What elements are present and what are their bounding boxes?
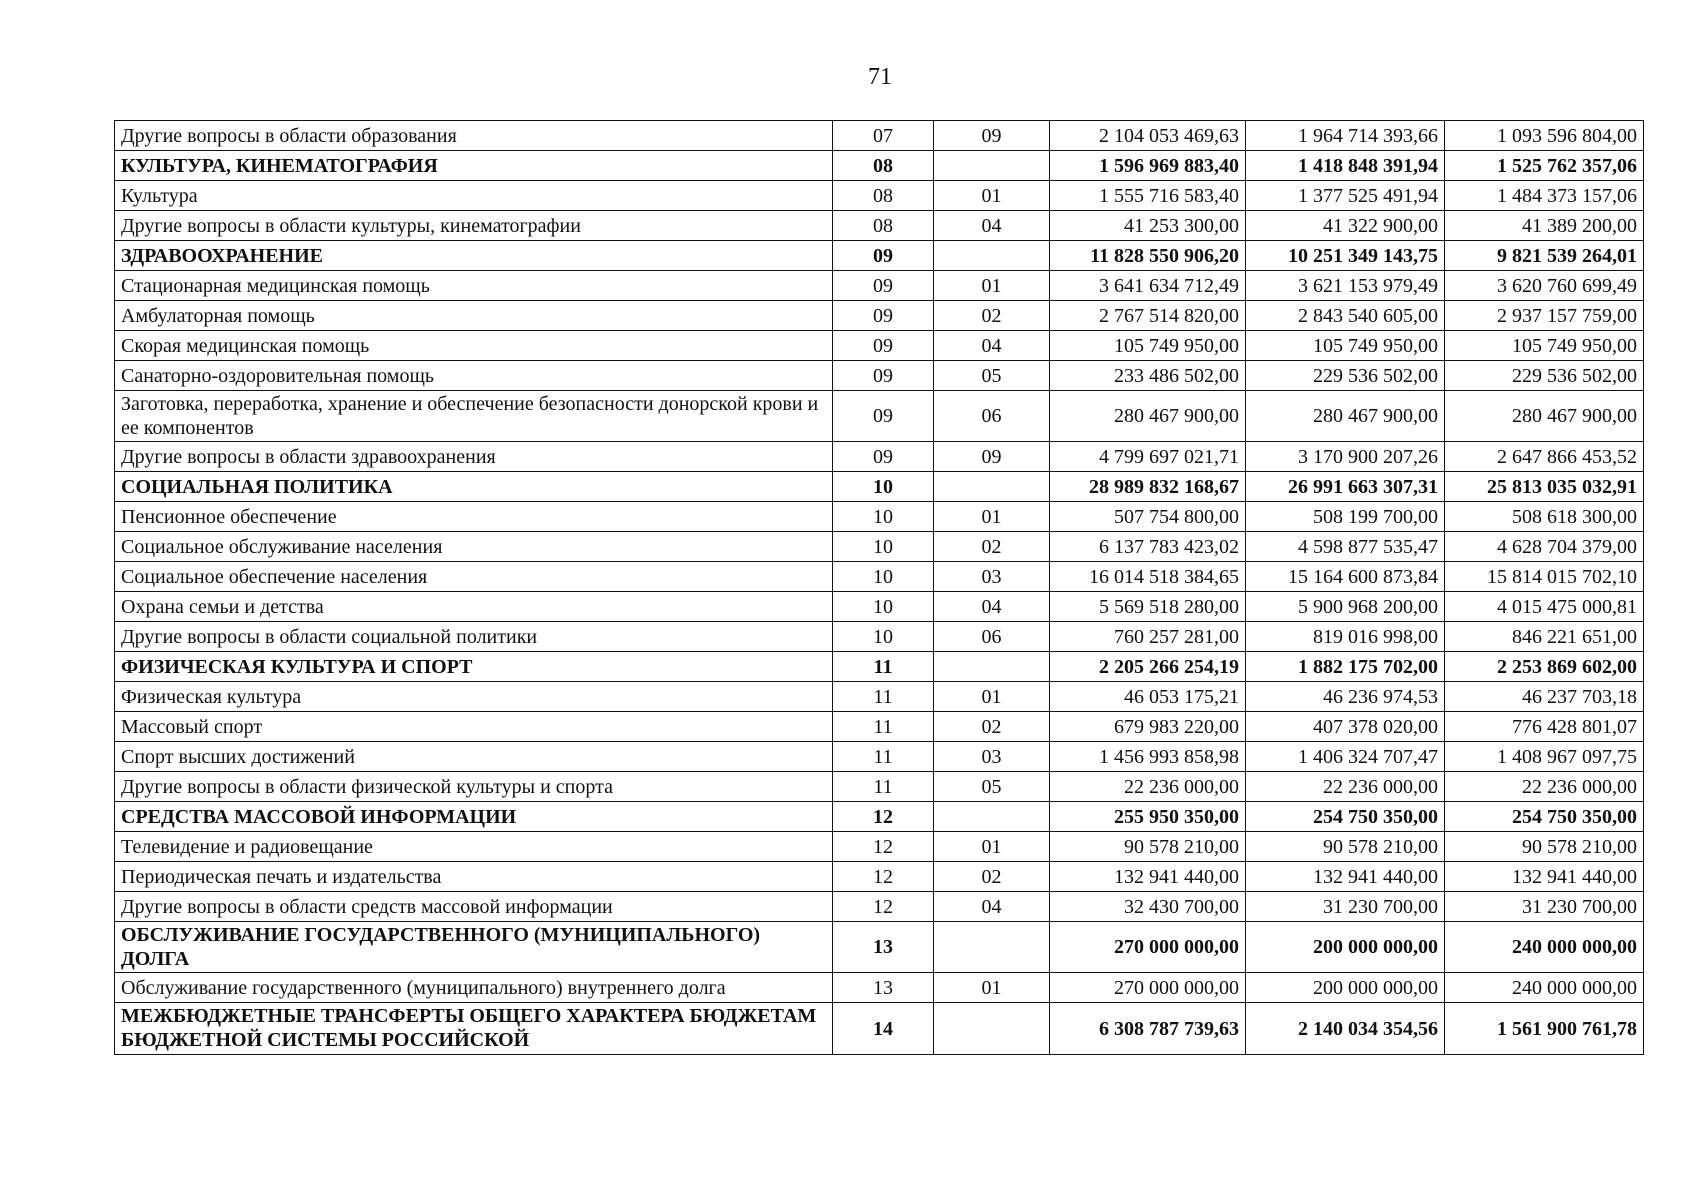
table-row <box>115 832 1644 862</box>
section-row <box>115 802 1644 832</box>
amount-year3-cell: 1 484 373 157,06 <box>1445 181 1644 211</box>
row-name-cell: Скорая медицинская помощь <box>115 331 833 361</box>
amount-year2-cell: 31 230 700,00 <box>1246 892 1445 922</box>
row-name-cell: Телевидение и радиовещание <box>115 832 833 862</box>
amount-year2-cell: 26 991 663 307,31 <box>1246 472 1445 502</box>
table-row <box>115 772 1644 802</box>
subsection-code-cell: 04 <box>934 892 1050 922</box>
table-row <box>115 892 1644 922</box>
amount-year2-cell: 2 140 034 354,56 <box>1246 1003 1445 1055</box>
amount-year3-cell: 240 000 000,00 <box>1445 922 1644 973</box>
amount-year2-cell: 508 199 700,00 <box>1246 502 1445 532</box>
amount-year2-cell: 5 900 968 200,00 <box>1246 592 1445 622</box>
section-row <box>115 922 1644 973</box>
amount-year1-cell: 22 236 000,00 <box>1050 772 1246 802</box>
table-row <box>115 301 1644 331</box>
amount-year3-cell: 105 749 950,00 <box>1445 331 1644 361</box>
subsection-code-cell: 01 <box>934 181 1050 211</box>
section-code-cell: 13 <box>833 973 934 1003</box>
section-code-cell: 10 <box>833 502 934 532</box>
table-row <box>115 121 1644 151</box>
section-code-cell: 08 <box>833 181 934 211</box>
row-name-cell: Массовый спорт <box>115 712 833 742</box>
amount-year2-cell: 1 882 175 702,00 <box>1246 652 1445 682</box>
page-number: 71 <box>868 64 892 90</box>
amount-year2-cell: 200 000 000,00 <box>1246 973 1445 1003</box>
amount-year3-cell: 132 941 440,00 <box>1445 862 1644 892</box>
row-name-cell: Спорт высших достижений <box>115 742 833 772</box>
section-code-cell: 12 <box>833 892 934 922</box>
table-row <box>115 973 1644 1003</box>
amount-year3-cell: 25 813 035 032,91 <box>1445 472 1644 502</box>
amount-year3-cell: 1 561 900 761,78 <box>1445 1003 1644 1055</box>
amount-year3-cell: 1 408 967 097,75 <box>1445 742 1644 772</box>
section-code-cell: 09 <box>833 301 934 331</box>
table-row <box>115 331 1644 361</box>
amount-year2-cell: 254 750 350,00 <box>1246 802 1445 832</box>
subsection-code-cell: 09 <box>934 121 1050 151</box>
amount-year2-cell: 1 377 525 491,94 <box>1246 181 1445 211</box>
subsection-code-cell: 05 <box>934 772 1050 802</box>
row-name-cell: Амбулаторная помощь <box>115 301 833 331</box>
section-code-cell: 09 <box>833 442 934 472</box>
section-code-cell: 11 <box>833 742 934 772</box>
amount-year2-cell: 1 406 324 707,47 <box>1246 742 1445 772</box>
amount-year1-cell: 233 486 502,00 <box>1050 361 1246 391</box>
amount-year3-cell: 15 814 015 702,10 <box>1445 562 1644 592</box>
section-code-cell: 08 <box>833 151 934 181</box>
amount-year3-cell: 3 620 760 699,49 <box>1445 271 1644 301</box>
subsection-code-cell: 01 <box>934 271 1050 301</box>
amount-year1-cell: 507 754 800,00 <box>1050 502 1246 532</box>
subsection-code-cell: 02 <box>934 532 1050 562</box>
table-row <box>115 862 1644 892</box>
amount-year1-cell: 4 799 697 021,71 <box>1050 442 1246 472</box>
section-code-cell: 09 <box>833 271 934 301</box>
table-row <box>115 682 1644 712</box>
subsection-code-cell: 09 <box>934 442 1050 472</box>
row-name-cell: Санаторно-оздоровительная помощь <box>115 361 833 391</box>
row-name-cell: Культура <box>115 181 833 211</box>
subsection-code-cell: 01 <box>934 832 1050 862</box>
amount-year2-cell: 41 322 900,00 <box>1246 211 1445 241</box>
amount-year3-cell: 90 578 210,00 <box>1445 832 1644 862</box>
amount-year1-cell: 1 555 716 583,40 <box>1050 181 1246 211</box>
budget-table-body <box>115 121 1644 1055</box>
subsection-code-cell <box>934 241 1050 271</box>
amount-year1-cell: 2 205 266 254,19 <box>1050 652 1246 682</box>
subsection-code-cell: 06 <box>934 622 1050 652</box>
amount-year2-cell: 819 016 998,00 <box>1246 622 1445 652</box>
amount-year3-cell: 2 937 157 759,00 <box>1445 301 1644 331</box>
subsection-code-cell: 04 <box>934 592 1050 622</box>
amount-year1-cell: 132 941 440,00 <box>1050 862 1246 892</box>
table-row <box>115 502 1644 532</box>
amount-year3-cell: 9 821 539 264,01 <box>1445 241 1644 271</box>
subsection-code-cell: 04 <box>934 331 1050 361</box>
row-name-cell: Другие вопросы в области образования <box>115 121 833 151</box>
section-row <box>115 151 1644 181</box>
section-code-cell: 08 <box>833 211 934 241</box>
subsection-code-cell <box>934 151 1050 181</box>
subsection-code-cell: 02 <box>934 301 1050 331</box>
amount-year2-cell: 1 964 714 393,66 <box>1246 121 1445 151</box>
subsection-code-cell <box>934 1003 1050 1055</box>
amount-year1-cell: 6 308 787 739,63 <box>1050 1003 1246 1055</box>
subsection-code-cell <box>934 472 1050 502</box>
amount-year2-cell: 46 236 974,53 <box>1246 682 1445 712</box>
table-row <box>115 562 1644 592</box>
amount-year1-cell: 90 578 210,00 <box>1050 832 1246 862</box>
section-code-cell: 11 <box>833 712 934 742</box>
table-row <box>115 742 1644 772</box>
subsection-code-cell: 01 <box>934 973 1050 1003</box>
amount-year3-cell: 254 750 350,00 <box>1445 802 1644 832</box>
row-name-cell: ОБСЛУЖИВАНИЕ ГОСУДАРСТВЕННОГО (МУНИЦИПАЛЬНОГО) ДОЛГА <box>115 922 833 973</box>
amount-year3-cell: 31 230 700,00 <box>1445 892 1644 922</box>
row-name-cell: Пенсионное обеспечение <box>115 502 833 532</box>
subsection-code-cell: 06 <box>934 391 1050 442</box>
row-name-cell: Физическая культура <box>115 682 833 712</box>
row-name-cell: Другие вопросы в области здравоохранения <box>115 442 833 472</box>
amount-year3-cell: 22 236 000,00 <box>1445 772 1644 802</box>
amount-year2-cell: 407 378 020,00 <box>1246 712 1445 742</box>
subsection-code-cell: 03 <box>934 562 1050 592</box>
section-code-cell: 10 <box>833 622 934 652</box>
amount-year3-cell: 4 015 475 000,81 <box>1445 592 1644 622</box>
amount-year1-cell: 32 430 700,00 <box>1050 892 1246 922</box>
row-name-cell: Другие вопросы в области физической культуры и спорта <box>115 772 833 802</box>
amount-year1-cell: 2 104 053 469,63 <box>1050 121 1246 151</box>
amount-year2-cell: 3 621 153 979,49 <box>1246 271 1445 301</box>
subsection-code-cell: 02 <box>934 712 1050 742</box>
subsection-code-cell: 02 <box>934 862 1050 892</box>
row-name-cell: СРЕДСТВА МАССОВОЙ ИНФОРМАЦИИ <box>115 802 833 832</box>
table-row <box>115 361 1644 391</box>
amount-year2-cell: 90 578 210,00 <box>1246 832 1445 862</box>
amount-year2-cell: 10 251 349 143,75 <box>1246 241 1445 271</box>
section-code-cell: 09 <box>833 241 934 271</box>
amount-year3-cell: 280 467 900,00 <box>1445 391 1644 442</box>
amount-year1-cell: 270 000 000,00 <box>1050 973 1246 1003</box>
section-code-cell: 11 <box>833 652 934 682</box>
amount-year3-cell: 240 000 000,00 <box>1445 973 1644 1003</box>
table-row <box>115 181 1644 211</box>
amount-year1-cell: 6 137 783 423,02 <box>1050 532 1246 562</box>
amount-year3-cell: 776 428 801,07 <box>1445 712 1644 742</box>
amount-year1-cell: 3 641 634 712,49 <box>1050 271 1246 301</box>
subsection-code-cell: 03 <box>934 742 1050 772</box>
row-name-cell: Другие вопросы в области средств массовой информации <box>115 892 833 922</box>
amount-year1-cell: 679 983 220,00 <box>1050 712 1246 742</box>
amount-year1-cell: 105 749 950,00 <box>1050 331 1246 361</box>
amount-year3-cell: 229 536 502,00 <box>1445 361 1644 391</box>
amount-year3-cell: 2 647 866 453,52 <box>1445 442 1644 472</box>
amount-year2-cell: 4 598 877 535,47 <box>1246 532 1445 562</box>
table-row <box>115 532 1644 562</box>
subsection-code-cell: 01 <box>934 502 1050 532</box>
amount-year1-cell: 760 257 281,00 <box>1050 622 1246 652</box>
section-row <box>115 241 1644 271</box>
section-code-cell: 09 <box>833 361 934 391</box>
section-code-cell: 12 <box>833 832 934 862</box>
amount-year1-cell: 16 014 518 384,65 <box>1050 562 1246 592</box>
subsection-code-cell: 05 <box>934 361 1050 391</box>
row-name-cell: Стационарная медицинская помощь <box>115 271 833 301</box>
amount-year2-cell: 15 164 600 873,84 <box>1246 562 1445 592</box>
amount-year3-cell: 508 618 300,00 <box>1445 502 1644 532</box>
amount-year1-cell: 46 053 175,21 <box>1050 682 1246 712</box>
amount-year2-cell: 200 000 000,00 <box>1246 922 1445 973</box>
table-row <box>115 271 1644 301</box>
amount-year2-cell: 1 418 848 391,94 <box>1246 151 1445 181</box>
amount-year1-cell: 2 767 514 820,00 <box>1050 301 1246 331</box>
row-name-cell: Обслуживание государственного (муниципального) внутреннего долга <box>115 973 833 1003</box>
section-code-cell: 10 <box>833 532 934 562</box>
amount-year3-cell: 1 525 762 357,06 <box>1445 151 1644 181</box>
row-name-cell: Социальное обеспечение населения <box>115 562 833 592</box>
section-code-cell: 11 <box>833 772 934 802</box>
amount-year3-cell: 846 221 651,00 <box>1445 622 1644 652</box>
amount-year1-cell: 1 596 969 883,40 <box>1050 151 1246 181</box>
subsection-code-cell <box>934 922 1050 973</box>
table-row <box>115 592 1644 622</box>
table-row <box>115 211 1644 241</box>
amount-year1-cell: 270 000 000,00 <box>1050 922 1246 973</box>
section-row <box>115 472 1644 502</box>
amount-year3-cell: 4 628 704 379,00 <box>1445 532 1644 562</box>
section-code-cell: 07 <box>833 121 934 151</box>
row-name-cell: МЕЖБЮДЖЕТНЫЕ ТРАНСФЕРТЫ ОБЩЕГО ХАРАКТЕРА БЮДЖЕТАМ БЮДЖЕТНОЙ СИСТЕМЫ РОССИЙСКОЙ <box>115 1003 833 1055</box>
amount-year2-cell: 2 843 540 605,00 <box>1246 301 1445 331</box>
amount-year2-cell: 280 467 900,00 <box>1246 391 1445 442</box>
amount-year3-cell: 1 093 596 804,00 <box>1445 121 1644 151</box>
section-code-cell: 12 <box>833 862 934 892</box>
section-code-cell: 14 <box>833 1003 934 1055</box>
table-row <box>115 391 1644 442</box>
section-code-cell: 13 <box>833 922 934 973</box>
amount-year1-cell: 280 467 900,00 <box>1050 391 1246 442</box>
subsection-code-cell <box>934 802 1050 832</box>
amount-year1-cell: 5 569 518 280,00 <box>1050 592 1246 622</box>
amount-year2-cell: 3 170 900 207,26 <box>1246 442 1445 472</box>
section-code-cell: 09 <box>833 331 934 361</box>
section-row <box>115 1003 1644 1055</box>
row-name-cell: СОЦИАЛЬНАЯ ПОЛИТИКА <box>115 472 833 502</box>
subsection-code-cell: 01 <box>934 682 1050 712</box>
row-name-cell: Другие вопросы в области социальной политики <box>115 622 833 652</box>
row-name-cell: Периодическая печать и издательства <box>115 862 833 892</box>
section-code-cell: 12 <box>833 802 934 832</box>
section-code-cell: 11 <box>833 682 934 712</box>
section-code-cell: 09 <box>833 391 934 442</box>
amount-year2-cell: 105 749 950,00 <box>1246 331 1445 361</box>
subsection-code-cell <box>934 652 1050 682</box>
amount-year2-cell: 229 536 502,00 <box>1246 361 1445 391</box>
amount-year1-cell: 11 828 550 906,20 <box>1050 241 1246 271</box>
amount-year1-cell: 255 950 350,00 <box>1050 802 1246 832</box>
amount-year1-cell: 41 253 300,00 <box>1050 211 1246 241</box>
amount-year1-cell: 28 989 832 168,67 <box>1050 472 1246 502</box>
row-name-cell: Социальное обслуживание населения <box>115 532 833 562</box>
row-name-cell: Охрана семьи и детства <box>115 592 833 622</box>
section-row <box>115 652 1644 682</box>
row-name-cell: ФИЗИЧЕСКАЯ КУЛЬТУРА И СПОРТ <box>115 652 833 682</box>
row-name-cell: Другие вопросы в области культуры, кинематографии <box>115 211 833 241</box>
table-row <box>115 442 1644 472</box>
budget-table <box>114 120 1644 1055</box>
row-name-cell: Заготовка, переработка, хранение и обеспечение безопасности донорской крови и ее компонентов <box>115 391 833 442</box>
section-code-cell: 10 <box>833 472 934 502</box>
table-row <box>115 712 1644 742</box>
amount-year2-cell: 132 941 440,00 <box>1246 862 1445 892</box>
amount-year3-cell: 41 389 200,00 <box>1445 211 1644 241</box>
section-code-cell: 10 <box>833 562 934 592</box>
subsection-code-cell: 04 <box>934 211 1050 241</box>
amount-year3-cell: 2 253 869 602,00 <box>1445 652 1644 682</box>
amount-year1-cell: 1 456 993 858,98 <box>1050 742 1246 772</box>
amount-year3-cell: 46 237 703,18 <box>1445 682 1644 712</box>
row-name-cell: КУЛЬТУРА, КИНЕМАТОГРАФИЯ <box>115 151 833 181</box>
section-code-cell: 10 <box>833 592 934 622</box>
amount-year2-cell: 22 236 000,00 <box>1246 772 1445 802</box>
row-name-cell: ЗДРАВООХРАНЕНИЕ <box>115 241 833 271</box>
table-row <box>115 622 1644 652</box>
